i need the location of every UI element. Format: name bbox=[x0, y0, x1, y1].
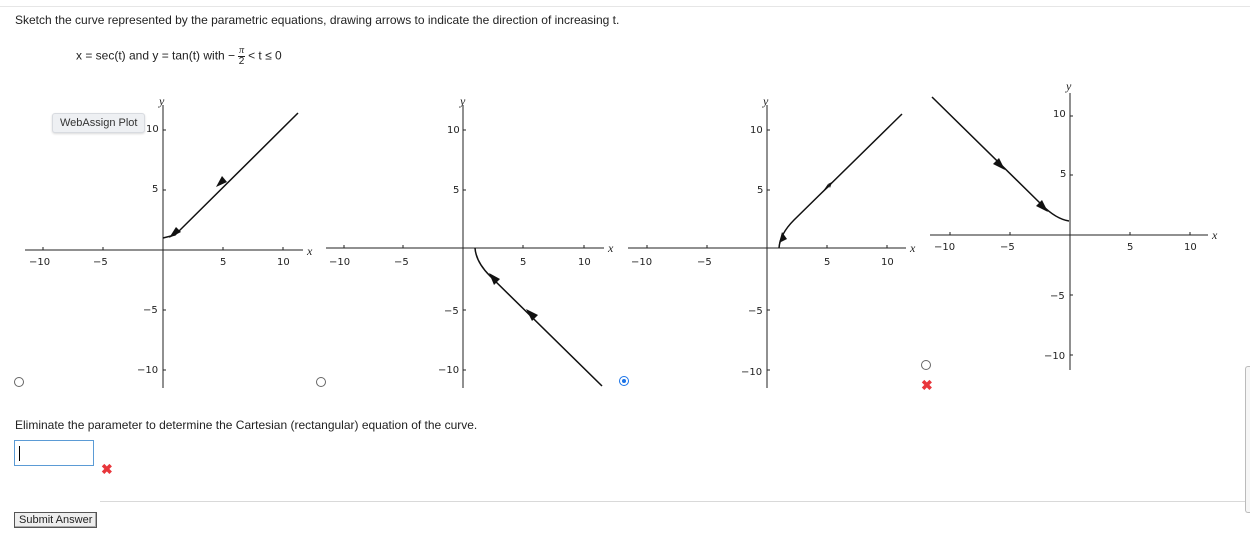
submit-answer-button[interactable]: Submit Answer bbox=[14, 512, 97, 528]
pi-over-two-fraction bbox=[238, 46, 245, 67]
x-tick-label: −10 bbox=[631, 257, 653, 268]
section-divider bbox=[100, 501, 1250, 502]
y-tick-label: 5 bbox=[453, 185, 460, 196]
incorrect-icon: ✖ bbox=[101, 461, 113, 477]
y-tick-label: −10 bbox=[741, 367, 763, 378]
radio-option-4[interactable] bbox=[921, 360, 931, 370]
x-tick-label: 10 bbox=[277, 257, 290, 268]
direction-arrow bbox=[779, 232, 787, 243]
elimination-prompt: Eliminate the parameter to determine the Cartesian (rectangular) equation of the curve. bbox=[15, 418, 478, 432]
curve bbox=[475, 248, 602, 386]
radio-option-2[interactable] bbox=[316, 377, 326, 387]
incorrect-icon: ✖ bbox=[921, 377, 933, 393]
x-tick-label: −5 bbox=[394, 257, 409, 268]
x-tick-label: 10 bbox=[1184, 242, 1197, 253]
direction-arrow bbox=[526, 309, 538, 321]
x-axis-label: x bbox=[307, 244, 313, 258]
y-tick-label: 10 bbox=[1053, 109, 1066, 120]
y-axis-label: y bbox=[1066, 79, 1072, 93]
radio-option-3[interactable] bbox=[619, 376, 629, 386]
x-tick-label: −10 bbox=[29, 257, 51, 268]
x-axis-label: x bbox=[1212, 228, 1218, 242]
fraction-denominator: 2 bbox=[238, 56, 245, 67]
direction-arrow bbox=[821, 184, 829, 194]
y-tick-label: −10 bbox=[1044, 351, 1066, 362]
x-tick-label: −10 bbox=[329, 257, 351, 268]
answer-input[interactable] bbox=[14, 440, 94, 466]
y-tick-label: 5 bbox=[152, 184, 159, 195]
y-tick-label: 5 bbox=[1060, 169, 1067, 180]
y-axis-label: y bbox=[460, 94, 466, 108]
x-tick-label: −5 bbox=[697, 257, 712, 268]
curve bbox=[779, 114, 902, 248]
plot-option-4 bbox=[918, 78, 1220, 378]
y-tick-label: −5 bbox=[444, 306, 459, 317]
equation-range: < t ≤ 0 bbox=[248, 48, 282, 63]
x-tick-label: 5 bbox=[220, 257, 227, 268]
x-tick-label: 5 bbox=[824, 257, 831, 268]
x-tick-label: 5 bbox=[520, 257, 527, 268]
y-tick-label: 10 bbox=[750, 125, 763, 136]
plot-option-2 bbox=[314, 90, 616, 390]
curve bbox=[163, 113, 298, 238]
y-tick-label: −5 bbox=[748, 306, 763, 317]
direction-arrow bbox=[169, 227, 181, 238]
x-tick-label: −5 bbox=[93, 257, 108, 268]
x-tick-label: −10 bbox=[934, 242, 956, 253]
x-axis-label: x bbox=[608, 241, 614, 255]
y-tick-label: −10 bbox=[438, 365, 460, 376]
y-axis-label: y bbox=[159, 94, 165, 108]
top-divider bbox=[0, 6, 1250, 7]
scrollbar[interactable] bbox=[1245, 366, 1250, 513]
y-tick-label: −5 bbox=[143, 305, 158, 316]
x-axis-label: x bbox=[910, 241, 916, 255]
y-tick-label: −10 bbox=[137, 365, 159, 376]
x-tick-label: 10 bbox=[881, 257, 894, 268]
direction-arrow bbox=[993, 158, 1005, 170]
question-prompt: Sketch the curve represented by the parametric equations, drawing arrows to indicate the direction of increasing t. bbox=[15, 13, 620, 27]
equation-text: x = sec(t) and y = tan(t) with − bbox=[76, 48, 236, 63]
parametric-equation bbox=[76, 46, 282, 67]
x-tick-label: −5 bbox=[1000, 242, 1015, 253]
radio-option-1[interactable] bbox=[14, 377, 24, 387]
y-tick-label: 10 bbox=[146, 124, 159, 135]
fraction-numerator: π bbox=[239, 45, 245, 56]
y-tick-label: 10 bbox=[447, 125, 460, 136]
x-tick-label: 10 bbox=[578, 257, 591, 268]
x-tick-label: 5 bbox=[1127, 242, 1134, 253]
curve bbox=[932, 97, 1069, 221]
plot-tooltip: WebAssign Plot bbox=[52, 113, 145, 133]
plot-option-1 bbox=[13, 90, 315, 390]
plot-option-3 bbox=[616, 90, 918, 390]
text-caret bbox=[19, 446, 20, 461]
y-axis-label: y bbox=[763, 94, 769, 108]
y-tick-label: 5 bbox=[757, 185, 764, 196]
y-tick-label: −5 bbox=[1050, 291, 1065, 302]
